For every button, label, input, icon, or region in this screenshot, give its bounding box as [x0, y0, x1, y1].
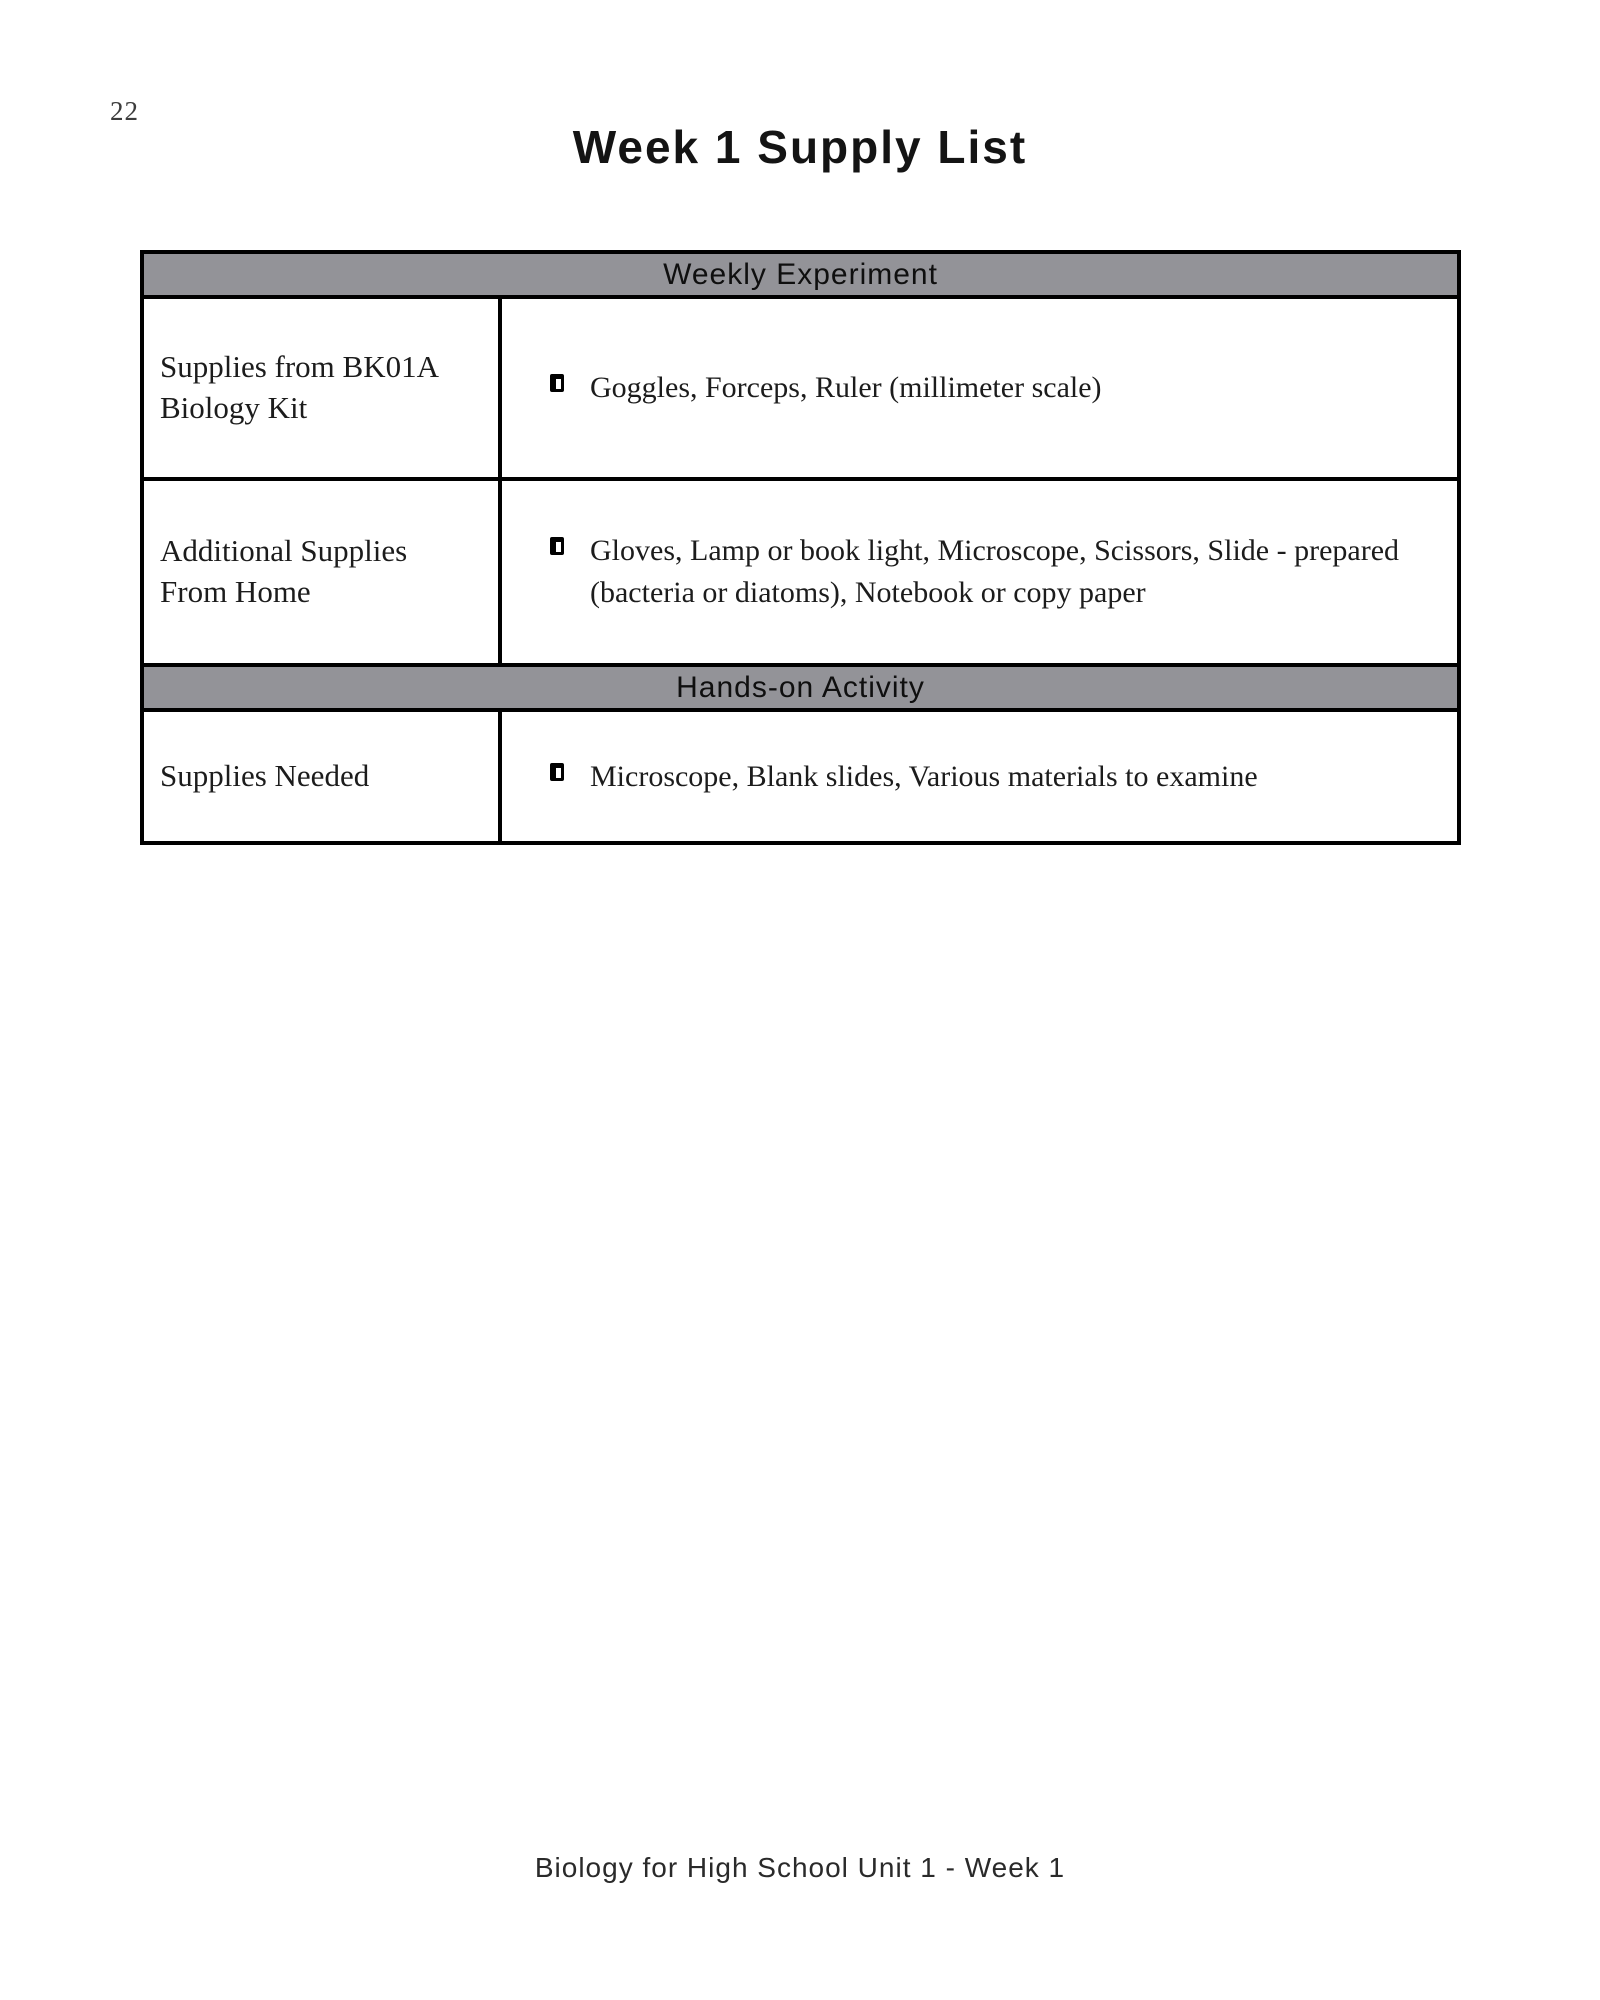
- table-row: [144, 299, 1457, 481]
- row-items-cell: [502, 299, 1457, 477]
- table-row: [144, 481, 1457, 667]
- row-label-cell: [144, 299, 502, 477]
- page-footer: Biology for High School Unit 1 - Week 1: [534, 1852, 1066, 1883]
- checklist-item: [550, 367, 1102, 409]
- row-label-cell: [144, 712, 502, 841]
- checklist-item-text: Microscope, Blank slides, Various materials to examine: [590, 759, 1258, 793]
- checklist-item: [550, 756, 1258, 798]
- table-row: [144, 712, 1457, 841]
- row-label-cell: [144, 481, 502, 663]
- empty-checkbox-icon: [550, 537, 564, 555]
- empty-checkbox-icon: [550, 763, 564, 781]
- section-header-hands-on-activity: [144, 667, 1457, 712]
- checklist-item: [550, 530, 1417, 614]
- row-label: Supplies from BK01A Biology Kit: [160, 349, 438, 425]
- section-header-label: Hands-on Activity: [676, 670, 925, 704]
- empty-checkbox-icon: [550, 374, 564, 392]
- row-items-cell: [502, 481, 1457, 663]
- row-items-cell: [502, 712, 1457, 841]
- section-header-weekly-experiment: [144, 254, 1457, 299]
- checklist-item-text: Goggles, Forceps, Ruler (millimeter scale): [590, 371, 1102, 404]
- supply-list-table: [140, 250, 1461, 845]
- section-header-label: Weekly Experiment: [663, 257, 938, 291]
- page-title: Week 1 Supply List: [572, 121, 1028, 173]
- row-label: Supplies Needed: [160, 758, 370, 794]
- checklist-item-text: Gloves, Lamp or book light, Microscope, Scissors, Slide - prepared (bacteria or diatoms), Notebook or copy paper: [590, 534, 1400, 609]
- page-number: 22: [110, 96, 139, 126]
- row-label: Additional Supplies From Home: [160, 533, 408, 609]
